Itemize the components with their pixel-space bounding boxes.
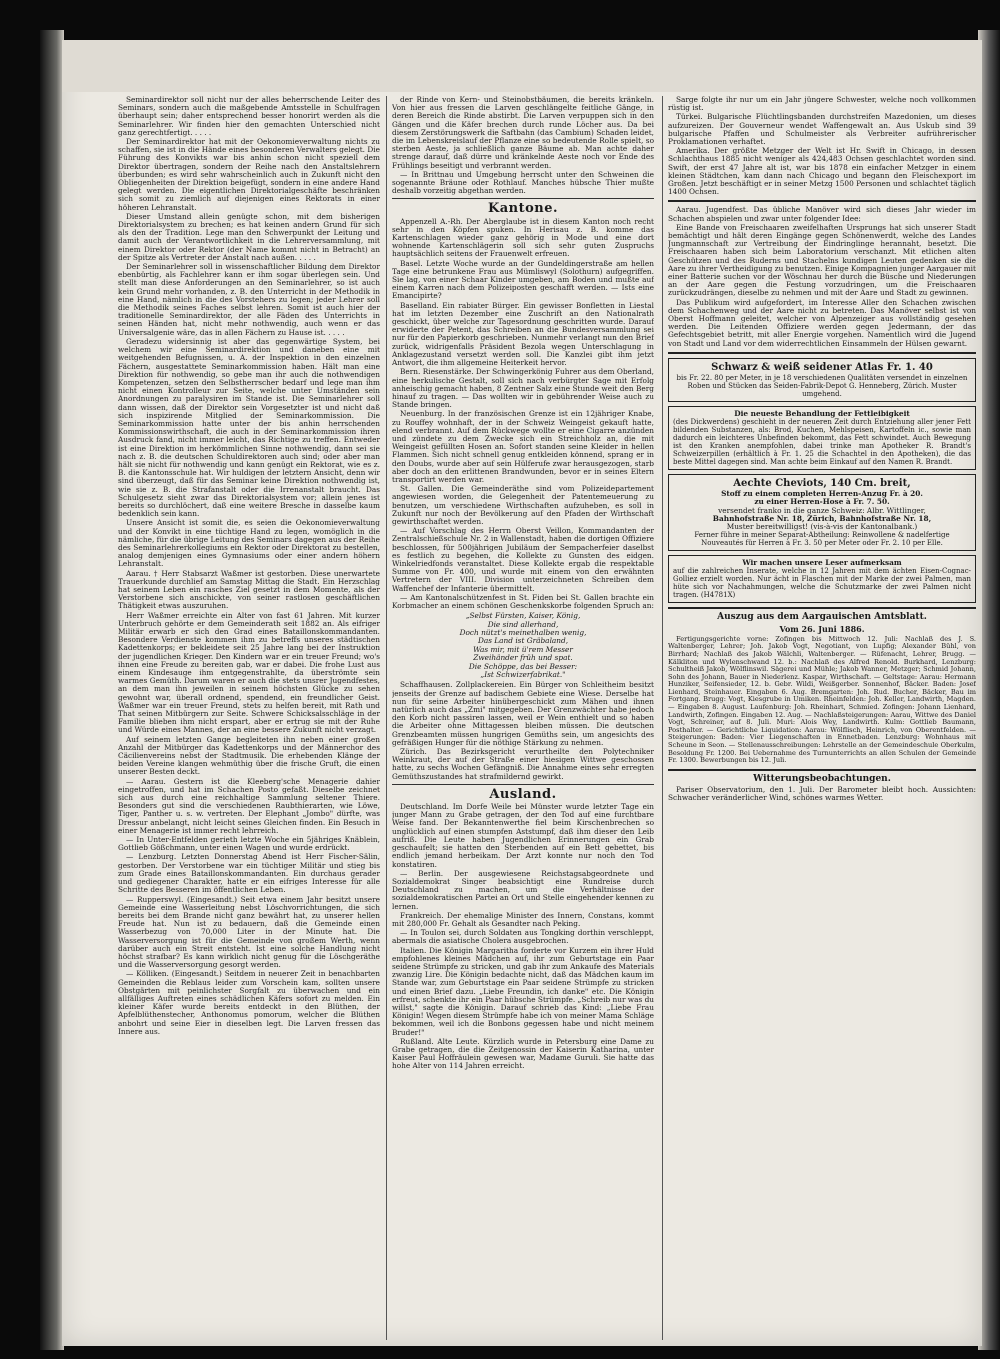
section-divider (668, 200, 976, 202)
article-paragraph: Das Publikum wird aufgefordert, im Interesse Aller den Schachen zwischen dem Schachenweg und der Aare nicht zu betreten. Das Manöver selbst ist von Oberst Hoffmann geleitet, welcher von Alpenzeiger aus vollständig gesehen werden. Die Leitenden Offiziere werden gegen Jedermann, der das Gefechtsgebiet betritt, mit aller Energie vorgehen. Namentlich wird die Jugend von Stadt und Land vor dem widerrechtlichen Einsammeln der Hülsen gewarnt. (668, 297, 976, 348)
advertisement-cognac (668, 555, 976, 603)
page-top-margin (62, 40, 982, 92)
article-paragraph: Frankreich. Der ehemalige Minister des Innern, Constans, kommt mit 280,000 Fr. Gehalt als Gesandter nach Peking. (392, 910, 654, 928)
article-paragraph: — In Toulon sei, durch Soldaten aus Tongking dorthin verschleppt, abermals die asiatische Cholera ausgebrochen. (392, 928, 654, 946)
section-title-kantone: Kantone. (487, 201, 559, 217)
poem-line: Das Land ist Gräbaland, (477, 636, 569, 646)
article-paragraph: — In Unter-Entfelden gerieth letzte Woche ein 5jähriges Knäblein, Gottlieb Gößchmann, unter einen Wagen und wurde erdrückt. (118, 835, 380, 853)
article-paragraph: — Lenzburg. Letzten Donnerstag Abend ist Herr Fischer-Sälin, gestorben. Der Verstorbene war ein tüchtiger Militär und stieg bis zum Grade eines Bataillonskommandanten. Ein durchaus gerader und gediegener Charakter, hatte er ein eifriges Interesse für alle Schritte des Besseren im öffentlichen Leben. (118, 852, 380, 895)
article-paragraph: Seminardirektor soll nicht nur der alles beherrschende Leiter des Seminars, sondern auch die maßgebende Amtsstelle in Schulfragen überhaupt sein; daher entsprechend besser honorirt werden als die Seminarlehrer. Wir finden hier den gemachten Unterschied nicht ganz gerechtfertigt. . . . . (118, 96, 380, 137)
amtsblatt-text: Fertigungsgerichte vorne: Zofingen bis Mittwoch 12. Juli: Nachlaß des J. S. Waltenberger, Lehrer; Joh. Jakob Vogt, Negotiant, von Lupfig; Alexander Bühl, von Birrhard; Nachlaß des Jakob Wälchli, Waltenberger. — Rüfenacht, Lehrer, Brugg. — Kälkliton und Wylenschwand 12. b.: Nachlaß des Alfred Renold. Burkhard, Lenzburg: Schultheiß Jakob, Wölflinswil. Sägerei und Mühle; Jakob Wanner, Metzger; Schmid Johann, Sohn des Johann, Bauer in Niederlenz. Kaspar, Wirthschaft. — Geltstage: Aarau: Hermann Hunziker, Seifensieder, 12. b. Gebr. Wildi, Weißgerber. Sonnenhof, Bäcker. Baden: Josef Lienhard, Steinhauer. Eingaben 6. Aug. Bremgarten: Joh. Rud. Bucher, Bäcker, Bau im Fortgang. Brugg: Vogt, Kiesgrube in Umiken. Rheinfelden: Joh. Keller, Landwirth, Magden. — Eingaben 8. August. Laufenburg: Joh. Rheinhart, Schmied. Zofingen: Johann Lienhard, Landwirth, Zofingen. Eingaben 12. Aug. — Nachlaßsteigerungen: Aarau, Wittwe des Daniel Vogt, Schreiner, auf 8. Juli. Muri: Alois Wey, Landwirth. Kulm: Gottlieb Baumann, Posthalter. — Gerichtliche Liquidation: Aarau: Wölflisch, Heinrich, von Oberentfelden. — Steigerungen: Baden: Vier Liegenschaften in Ennetbaden. Lenzburg: Wohnhaus mit Scheune in Seon. — Stellenausschreibungen: Lehrstelle an der Gemeindeschule Oberkulm, Besoldung Fr. 1200. Bei Uebernahme des Turnunterrichts an allen Schulen der Gemeinde Fr. 1300. Bewerbungen bis 12. Juli. (668, 634, 976, 765)
advertisement-cheviots (668, 474, 976, 551)
ad-headline: Wir machen unsere Leser aufmerksam (742, 558, 902, 568)
article-paragraph: Eine Bande von Freischaaren zweifelhaften Ursprungs hat sich unserer Stadt bemächtigt und hält deren Eingänge gegen Schönenwerdt, welche des Landes Jungmannschaft zur Vertreibung der Eindringlinge herannaht, besetzt. Die Freischaaren haben sich beim Laboratorium verschanzt. Mit etlichen alten Geschützen und des Ruderns und Stachelns kundigen Leuten gedenken sie die Aare zu ihrer Vertheidigung zu benutzen. Einige Kompagnien junger Aargauer mit einer Batterie suchen vor der Wöschnau her durch die Büsche und Niederungen an der Aare gegen die Festung vorzudringen, um die Freischaaren zurückzudrängen, dieselbe zu nehmen und mit der Aare und Stadt zu gewinnen. (668, 222, 976, 298)
column-2 (392, 96, 654, 1340)
poem-line: Was mir, mit ü'rem Messer (473, 644, 573, 654)
article-paragraph: — In Brittnau und Umgebung herrscht unter den Schweinen die sogenannte Bräune oder Rothlauf. Manches hübsche Thier mußte deshalb vorzeitig abgethan werden. (392, 169, 654, 196)
ad-line: Muster bereitwilligst! (vis-à-vis der Kantonalbank.) (726, 521, 918, 531)
ad-line: Stoff zu einem completen Herren-Anzug Fr. à 20. (721, 489, 923, 499)
ad-headline: Aechte Cheviots, 140 Cm. breit, (733, 478, 911, 490)
article-paragraph: Rußland. Alte Leute. Kürzlich wurde in Petersburg eine Dame zu Grabe getragen, die die Zeitgenossin der Kaiserin Katharina, unter Kaiser Paul Hoffräulein gewesen war, Madame Guruli. Sie hatte das hohe Alter von 114 Jahren erreicht. (392, 1036, 654, 1071)
article-paragraph: Schaffhausen. Zollplackereien. Ein Bürger von Schleitheim besitzt jenseits der Grenze auf badischem Gebiete eine Wiese. Derselbe hat nun für seine Arbeiter hinübergeschickt zum Mähen und ihnen natürlich auch das „Zmi" mitgegeben. Der Grenzwächter habe jedoch den Korb nicht passiren lassen, weil er Wein enthielt und so haben die Arbeiter ohne Mittagessen bleiben müssen. Die deutschen Grenzbeamten müssen hungrigen Gemüths sein, um angesichts des gefräßigen Hunger für die nöthige Stärkung zu nehmen. (392, 680, 654, 747)
ad-body: bis Fr. 22. 80 per Meter, in je 18 verschiedenen Qualitäten versendet in einzelnen Roben und Stücken das Seiden-Fabrik-Depot G. Henneberg, Zürich. Muster umgehend. (676, 373, 968, 398)
poem-line: Die Schöppe, das bei Besser: (468, 661, 578, 671)
article-paragraph: Geradezu widersinnig ist aber das gegenwärtige System, bei welchem wir eine Seminardirektion und daneben eine mit weitgehenden Befugnissen, u. A. der Inspektion in den einzelnen Fächern, ausgestattete Seminarkommission haben. Hält man eine Direktion für nothwendig, so gebe man ihr auch die nothwendigen Kompetenzen, setzen den Selbstherrscher bedarf und lege man ihm nicht einen Kontrolleur zur Seite, welche unter Umständen sein Anordnungen zu paralysiren im Stande ist. Die Seminarlehrer soll dann wissen, daß der Direktor sein Vorgesetzter ist und nicht daß sich inspizirende Mitglied der Seminarkommission. Die Seminarkommission hatte unter der bis anhin herrschenden Kommissionswirthschaft, die auch in der Seminarkommission ihren Ausdruck fand, nicht immer leicht, das Richtige zu treffen. Entweder ist eine Direktion im herkömmlichen Sinne nothwendig, dann sei sie nach z. B. die deutschen Schuldirektoren auch sind; oder aber man hält sie nicht für nothwendig und kann genügt ein Rektorat, wie es z. B. die Kantonsschule hat. Wir huldigen der letztern Ansicht, denn wir sind überzeugt, daß für das Seminar keine Direktion nothwendig ist, wie sie z. B. die Strafanstalt oder die Irrenanstalt braucht. Das Schulgesetz sieht zwar das Direktorialsystem vor; allein jenes ist bereits so durchlöchert, daß eine weitere Bresche in dasselbe kaum bedenklich sein kann. (118, 336, 380, 519)
article-paragraph: — Rupperswyl. (Eingesandt.) Seit etwa einem Jahr besitzt unsere Gemeinde eine Wasserleitung nebst Löschvorrichtungen, die sich bereits bei dem Brande nicht ganz bewährt hat, zu unserer hellen Freude hat. Nun ist zu bedauern, daß die Gemeinde einen Wasserbezug von 70,000 Liter in der Minute hat. Die Wasserversorgung ist für die Gemeinde von großem Werth, wenn darüber auch ein Streit entsteht. Ist eine solche Handlung nicht höchst strafbar? Es kann wirklich nicht genug für die Löschgeräthe und die Wasserversorgung gesorgt werden. (118, 894, 380, 970)
column-3 (668, 96, 976, 1340)
weather-text: Pariser Observatorium, den 1. Juli. Der Barometer bleibt hoch. Aussichten: Schwacher veränderlicher Wind, schönes warmes Wetter. (668, 785, 976, 803)
column-1 (118, 96, 380, 1340)
page-left-edge (40, 30, 64, 1350)
article-paragraph: Der Seminarlehrer soll in wissenschaftlicher Bildung dem Direktor ebenbürtig, als Fachlehrer kann er ihm sogar überlegen sein. Und stellt man diese Anforderungen an den Seminarlehrer, so ist auch kein Grund mehr vorhanden, z. B. den Unterricht in der Methodik in eine Hand, nämlich in die des Vorstehers zu legen; jeder Lehrer soll die Methodik seines Faches selbst lehren. Somit ist auch hier der traditionelle Seminardirektor, der alle Fäden des Unterrichts in seinen Händen hat, nicht mehr nothwendig, auch wenn er das Universalgenie wäre, das in allen Fächern zu Hause ist. . . . . (118, 262, 380, 337)
article-paragraph: — Am Kantonalschützenfest in St. Fiden bei St. Gallen brachte ein Korbmacher an einem schönen Geschenkskorbe folgenden Spruch an: (392, 592, 654, 610)
article-paragraph: Basel. Letzte Woche wurde an der Gundeldingerstraße am hellen Tage eine betrunkene Frau aus Mümliswyl (Solothurn) aufgegriffen. Sie lag, von einer Schaar Kinder umgeben, am Boden und mußte auf einem Karren nach dem Polizeiposten geschafft werden. — Ists eine Emancipirte? (392, 258, 654, 301)
article-paragraph: Sarge folgte ihr nur um ein Jahr jüngere Schwester, welche noch vollkommen rüstig ist. (668, 96, 976, 113)
article-paragraph: Auf seinem letzten Gange begleiteten ihn neben einer großen Anzahl der Mitbürger das Kadettenkorps und der Männerchor des Cäcilienvereins nebst der Stadtmusik. Die erhebenden Klänge der beiden Vereine klangen wehmüthig über die frische Gruft, die einen unserer Besten deckt. (118, 734, 380, 777)
article-paragraph: — Kölliken. (Eingesandt.) Seitdem in neuerer Zeit in benachbarten Gemeinden die Reblaus leider zum Vorschein kam, sollten unsere Obstgärten mit peinlichster Sorgfalt zu überwachen und ein allfälliges Auftreten eines schädlichen Käfers sofort zu melden. Ein kleiner Käfer wurde bereits entdeckt in den Blüthen, der Apfelblüthenstecher, Anthonomus pomorum, welcher die Blüthen anbohrt und seine Eier in dieselben legt. Die Larven fressen das Innere aus. (118, 969, 380, 1036)
section-divider (668, 352, 976, 354)
poem-line: Zweihänder früh und spat. (473, 653, 573, 663)
article-paragraph: Zürich. Das Bezirksgericht verurtheilte den Polytechniker Weinkraut, der auf der Straße einer hiesigen Wittwe geschossen hatte, zu sechs Wochen Gefängniß. Die Annahme eines sehr erregten Gemüthszustandes hat strafmildernd gewirkt. (392, 747, 654, 781)
article-paragraph: Baselland. Ein rabiater Bürger. Ein gewisser Bonfletten in Liestal hat im letzten Dezember eine Zuschrift an den Nationalrath geschickt, über welche zur Tagesordnung geschritten wurde. Darauf erwiderte der Petent, das Schreiben an die Bundesversammlung sei nur für den Papierkorb geschrieben. Nunmehr verlangt nun den Brief zurück, widrigenfalls Präsident Bezola wegen Unterschlagung in Anklagezustand versetzt werden soll. Die Kanzlei gibt ihm jetzt Antwort, die ihm allgemeine Heiterkeit hervor. (392, 300, 654, 368)
article-paragraph: — Berlin. Der ausgewiesene Reichstagsabgeordnete und Sozialdemokrat Singer beabsichtigt eine Rundreise durch Deutschland zu machen, um die Verhältnisse der sozialdemokratischen Partei an Ort und Stelle eingehender kennen zu lernen. (392, 868, 654, 911)
poem-line: Doch nützt's meinethalben wenig, (459, 628, 587, 637)
advertisement-fettleibigkeit (668, 406, 976, 470)
poem-line: „Ist Schwizerfabrikat." (480, 670, 566, 680)
ad-line: versendet franko in die ganze Schweiz: Albr. Wittlinger, (718, 505, 926, 515)
ad-headline: Schwarz & weiß seidener Atlas Fr. 1. 40 (711, 361, 933, 373)
article-paragraph: Deutschland. Im Dorfe Weile bei Münster wurde letzter Tage ein junger Mann zu Grabe getragen, der den Tod auf eine furchtbare Weise fand. Der Bekanntenwerthe fiel beim Kirschenbrechen so unglücklich auf einen stumpfen Aststumpf, daß ihm dieser den Leib aufriß. Die Leute haben Jugendlichen Erinnerungen ein Grab geschaufelt; sie hatten den Sterbenden auf ein Bett gebettet, bis endlich jemand herbeikam. Der Arzt konnte nur noch den Tod konstatiren. (392, 802, 654, 869)
article-paragraph: Aarau. Jugendfest. Das übliche Manöver wird sich dieses Jahr wieder im Schachen abspielen und zwar unter folgender Idee: (668, 205, 976, 223)
article-paragraph: Bern. Riesenstärke. Der Schwingerkönig Fuhrer aus dem Oberland, eine herkulische Gestalt, soll sich nach verbürgter Sage mit Erfolg anheischig gemacht haben, 8 Zentner Salz eine Stunde weit den Berg hinauf zu tragen. — Das wollten wir in gebührender Weise auch zu Stande bringen. (392, 367, 654, 410)
ad-body: (des Dickwerdens) geschieht in der neueren Zeit durch Entziehung aller jener Fett bildenden Substanzen, als: Brod, Kuchen, Mehlspeisen, Kartoffeln ic., sowie man dadurch ein leichteres Unbefinden bekommt, das Fett schwindet. Auch Bewegung ist den Kranken anempfohlen, dabei trinke man Apotheker R. Brandt's Schweizerpillen (erhältlich à Fr. 1. 25 die Schachtel in den Apotheken), die das beste Mittel dagegen sind. Man achte beim Einkauf auf den Namen R. Brandt. (673, 418, 971, 467)
section-divider (668, 607, 976, 609)
poem-line: Die sind allerhand, (487, 619, 559, 629)
amtsblatt-title: Auszug aus dem Aargauischen Amtsblatt. (717, 612, 927, 623)
article-paragraph: St. Gallen. Die Gemeinderäthe sind vom Polizeidepartement angewiesen worden, die Gelegenheit der Patentemeuerung zu benutzen, um verschiedene Wirthschaften aufzuheben, es soll in Zukunft nur noch der Bevölkerung auf den Pfaden der Wirthschaft gewirthschaftet werden. (392, 484, 654, 526)
article-paragraph: Dieser Umstand allein genügte schon, mit dem bisherigen Direktorialsystem zu brechen; es hat keinen andern Grund für sich als den der Tradition. Lege man den Schwerpunkt der Leitung und damit auch der Verantwortlichkeit in die Lehrerversammlung, mit einem Direktor oder Rektor (der Name kommt nicht in Betracht) an der Spitze als Vertreter der Anstalt nach außen. . . . . (118, 211, 380, 262)
section-divider (392, 198, 654, 199)
ad-headline: Die neueste Behandlung der Fettleibigkeit (734, 408, 910, 418)
weather-title: Witterungsbeobachtungen. (753, 773, 891, 784)
article-paragraph: Herr Waßmer erreichte ein Alter von fast 61 Jahren. Mit kurzer Unterbruch gehörte er dem Gemeinderath seit 1882 an. Als eifriger Militär erwarb er sich den Grad eines Bataillonskommandanten. Besondere Verdienste kommen ihm zu betreffs unseres städtischen Kadettenkorps; er bekleidete seit 25 Jahre lang bei der Instruktion der jugendlichen Krieger. Den Kindern war er ein treuer Freund; wo's ihnen eine Freude zu bereiten gab, war er dabei. Die frohe Lust aus einem Kindesauge ihm entgegenstrahlte, da überströmte sein warmes Gemüth. Darum waren er auch die stets unsrer Jugendfestes, an dem man ihn jeweilen in seinem höchsten Glücke zu sehen gewohnt war, überall ordnend, spendend, ein freundlicher Geist. Waßmer war ein treuer Freund, stets zu helfen bereit, mit Rath und That seinen Mitbürgern zur Seite. Schwere Schicksalsschläge in der Familie blieben ihm nicht erspart, aber er ertrug sie mit der Ruhe und Würde eines Mannes, der an eine bessere Zukunft nicht verzagt. (118, 610, 380, 735)
article-paragraph: — Aarau. Gestern ist die Kleeberg'sche Menagerie dahier eingetroffen, und hat im Schachen Posto gefaßt. Dieselbe zeichnet sich aus durch eine reichhaltige Sammlung seltener Thiere. Besonders gut sind die verschiedenen Raubthierarten, wie Löwe, Tiger, Panther u. s. w. vertreten. Der Elephant „Jombo" dürfte, was Dressur anbelangt, nicht leicht seines Gleichen finden. Ein Besuch in einer Menagerie ist immer recht lehrreich. (118, 776, 380, 835)
poem-line: „Selbst Fürsten, Kaiser, König, (465, 611, 581, 621)
article-paragraph: Aarau. † Herr Stabsarzt Waßmer ist gestorben. Diese unerwartete Trauerkunde durchlief am Samstag Mittag die Stadt. Ein Herzschlag hat seinem Leben ein rasches Ziel gesetzt in dem Momente, als der Verstorbene sich anschickte, von seiner rastlosen geschäftlichen Thätigkeit etwas auszuruhen. (118, 568, 380, 611)
article-paragraph: Türkei. Bulgarische Flüchtlingsbanden durchstreifen Mazedonien, um dieses aufzureizen. Der Gouverneur wendet Waffengewalt an. Aus Uskub sind 39 bulgarische Pfaffen und Schulmeister als Verbreiter aufrührerischer Proklamationen verhaftet. (668, 112, 976, 147)
article-paragraph: Neuenburg. In der französischen Grenze ist ein 12jähriger Knabe, zu Rouffey wohnhaft, der in der Schweiz Weingeist gekauft hatte, elend verbrannt. Auf dem Rückwege wollte er eine Cigarre anzünden und zündete zu dem Zwecke sich ein Streichholz an, die mit Weingeist gefüllten Hosen an. Sofort standen seine Kleider in hellen Flammen. Sich nicht schnell genug entkleiden könnend, sprang er in den Doubs, wurde aber auf sein Hülferufe zwar herausgezogen, starb aber doch an den erlittenen Brandwunden, bevor er in seines Eltern transportirt werden war. (392, 409, 654, 484)
ad-body: auf die zahlreichen Inserate, welche in 12 Jahren mit dem ächten Eisen-Cognac-Golliez erzielt worden. Nur ächt in Flaschen mit der Marke der zwei Palmen, man hüte sich vor Nachahmungen, welche die Schutzmarke der zwei Palmen nicht tragen. (H4781X) (673, 567, 971, 600)
amtsblatt-date: Vom 26. Juni 1886. (779, 623, 865, 634)
ad-line: Ferner führe in meiner Separat-Abtheilung: Reinwollene & nadelfertige Nouveautés für Herren à Fr. 3. 50 per Meter oder Fr. 2. 10 per Elle. (694, 531, 950, 548)
article-paragraph: Der Seminardirektor hat mit der Oekonomieverwaltung nichts zu schaffen, sie ist in die Hände eines besonderen Verwalters gelegt. Die Führung des Konvikts war bis anhin schon nicht speziell dem Direktor übertragen, sondern der Reihe nach den Anstaltslehrern überbunden; es wird sehr wahrscheinlich auch in Zukunft nicht den Obliegenheiten der Direktion beigefügt, sondern in eine andere Hand gelegt werden. Die eigentlichen Direktorialgeschäfte beschränken sich somit zu ziemlich auf diejenigen eines Rektorats in einer höheren Lehranstalt. (118, 137, 380, 212)
ad-line: zu einer Herren-Hose à Fr. 7. 50. (754, 497, 890, 507)
article-paragraph: der Rinde von Kern- und Steinobstbäumen, die bereits kränkeln. Von hier aus fressen die Larven geschlängelte feitliche Gänge, in deren Bereich die Rinde abstirbt. Die Larven verpuppen sich in den Gängen und die Käfer brechen durch runde Löcher aus. Da bei diesem Zerstörungswerk die Saftbahn (das Cambium) Schaden leidet, die im Lebenskreislauf der Pflanze eine so bedeutende Rolle spielt, so sterben Aeste, ja schließlich ganze Bäume ab. Man achte daher strenge darauf, daß dürre und kränkelnde Aeste noch vor Ende des Frühlings beseitigt und verbrannt werden. (392, 96, 654, 170)
article-paragraph: Appenzell A.-Rh. Der Aberglaube ist in diesem Kanton noch recht sehr in den Köpfen spuken. In Herisau z. B. komme das Kartenschlagen wieder ganz gehörig in Mode und eine dort wohnende Kartenschlägerin soll sich sehr guten Zuspruchs hauptsächlich seitens der Frauenwelt erfreuen. (392, 216, 654, 259)
column-rule-2 (662, 96, 663, 1340)
article-paragraph: Italien. Die Königin Margaritha forderte vor Kurzem ein ihrer Huld empfohlenes kleines Mädchen auf, ihr zum Geburtstage ein Paar seidene Strümpfe zu stricken, und gab ihr zum Ankaufe des Materials zwanzig Lire. Die Königin bedachte nicht, daß das Mädchen kaum im Stande war, zum Geburtstage ein Paar seidene Strümpfe zu stricken und einen Brief dazu. „Liebe Freundin, ich danke" etc. Die Königin erfreut, schenkte ihr ein Paar hübsche Strümpfe. „Schreib nur was du willst," sagte die Königin. Darauf schrieb das Kind: „Liebe Frau Königin! Wegen diesem Strümpfe habe ich von meiner Mama Schläge bekommen, weil ich die Bonbons gegessen habe und nicht meinem Bruder!" (392, 945, 654, 1037)
advertisement-silk (668, 358, 976, 402)
article-paragraph: Amerika. Der größte Metzger der Welt ist Hr. Swift in Chicago, in dessen Schlachthaus 1885 nicht weniger als 424,483 Ochsen geschlachtet worden sind. Swift, der erst 47 Jahre alt ist, war bis 1878 ein einfacher Metzger in einem kleinen Städtchen, kam dann nach Chicago und begann den Fleischexport im Großen. Jetzt beschäftigt er in seiner Metzg 1500 Personen und schlachtet täglich 1400 Ochsen. (668, 146, 976, 197)
section-divider (668, 769, 976, 771)
section-title-ausland: Ausland. (489, 786, 557, 802)
article-paragraph: — Auf Vorschlag des Herrn Oberst Veillon, Kommandanten der Zentralschießschule Nr. 2 in Wallenstadt, haben die dortigen Offiziere beschlossen, für 500jährigen Jubiläum der Sempacherfeier daselbst es festlich zu begehen, die Kollekte zu Gunsten des eidgen. Winkelriedfonds veranstaltet. Diese Kollekte ergab die respektable Summe von Fr. 400, und wurde mit einem von den erwähnten Vertretern der VIII. Division unterzeichneten Schreiben dem Waffenchef der Infanterie übermittelt. (392, 526, 654, 593)
column-rule-1 (386, 96, 387, 1340)
ad-line: Bahnhofstraße Nr. 18, Zürich, Bahnhofstraße Nr. 18, (712, 513, 932, 523)
article-paragraph: Unsere Ansicht ist somit die, es seien die Oekonomieverwaltung und der Konvikt in eine tüchtige Hand zu legen, womöglich in die nämliche, für die übrige Leitung des Seminars dagegen aus der Reihe des Seminarlehrerkollegiums ein Rektor oder Direktorat zu bestellen, analog demjenigen eines Gymnasiums oder einer andern höhern Lehranstalt. (118, 518, 380, 569)
section-divider (392, 784, 654, 785)
poem (392, 612, 654, 679)
